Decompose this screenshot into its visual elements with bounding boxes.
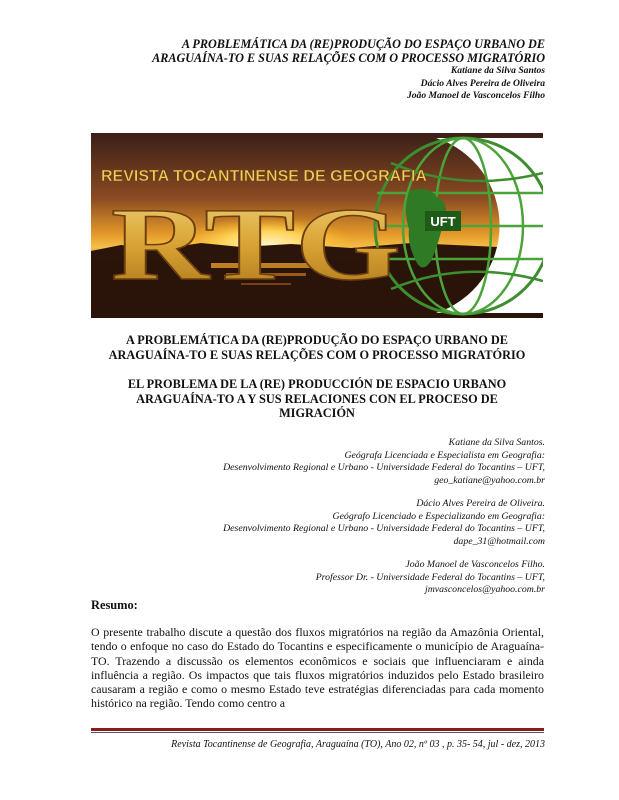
title-spanish	[90, 377, 544, 421]
running-author-3: João Manoel de Vasconcelos Filho	[406, 90, 545, 101]
running-title-line-2: ARAGUAÍNA-TO E SUAS RELAÇÕES COM O PROCESSO MIGRATÓRIO	[152, 51, 545, 65]
running-header	[152, 37, 545, 103]
title-portuguese	[90, 333, 544, 362]
title-es-line-3: MIGRACIÓN	[279, 406, 355, 420]
running-author-1: Katiane da Silva Santos	[450, 65, 545, 76]
title-es-line-1: EL PROBLEMA DE LA (RE) PRODUCCIÓN DE ESPACIO URBANO	[127, 377, 507, 391]
running-title-line-1: A PROBLEMÁTICA DA (RE)PRODUÇÃO DO ESPAÇO URBANO DE	[181, 37, 545, 51]
affiliation-line: Geógrafa Licenciada e Especialista em Geografia:	[344, 449, 545, 461]
affiliation-3	[316, 559, 545, 597]
affiliation-line: Professor Dr. - Universidade Federal do Tocantins – UFT,	[315, 571, 545, 583]
title-pt-line-1: A PROBLEMÁTICA DA (RE)PRODUÇÃO DO ESPAÇO URBANO DE	[125, 333, 509, 347]
footer-rule	[91, 728, 544, 731]
author-name: Dácio Alves Pereira de Oliveira.	[416, 498, 545, 509]
journal-banner	[91, 133, 543, 318]
footer-citation: Revista Tocantinense de Geografia, Araguaína (TO), Ano 02, nº 03 , p. 35- 54, jul - dez, 2013	[171, 739, 545, 750]
affiliation-2	[223, 498, 545, 548]
affiliation-line: Desenvolvimento Regional e Urbano - Universidade Federal do Tocantins – UFT,	[223, 462, 545, 474]
rtg-logo-text: RTG	[111, 187, 401, 302]
affiliation-line: Geógrafo Licenciado e Especializando em Geografia:	[332, 510, 545, 522]
affiliation-1	[223, 437, 545, 487]
author-name: Katiane da Silva Santos.	[448, 437, 545, 448]
abstract-text: O presente trabalho discute a questão dos fluxos migratórios na região da Amazônia Oriental, tendo o enfoque no caso do Estado do Tocantins e especificamente o município de Araguaína-TO. Trazendo a discussão os elementos econômicos e sociais que influenciaram e ainda influência a região. Os impactos que tais fluxos migratórios induzidos pelo Estado brasileiro causaram a região e como o mesmo Estado teve estratégias diferenciadas para cada momento histórico na região. Tendo como centro a	[91, 625, 544, 711]
title-es-line-2: ARAGUAÍNA-TO A Y SUS RELACIONES CON EL PROCESO DE	[136, 391, 498, 406]
title-pt-line-2: ARAGUAÍNA-TO E SUAS RELAÇÕES COM O PROCESSO MIGRATÓRIO	[108, 347, 526, 362]
author-email: geo_katiane@yahoo.com.br	[434, 474, 545, 486]
abstract-heading: Resumo:	[91, 598, 138, 612]
affiliation-line: Desenvolvimento Regional e Urbano - Universidade Federal do Tocantins – UFT,	[223, 523, 545, 535]
journal-name: REVISTA TOCANTINENSE DE GEOGRAFIA	[101, 168, 427, 185]
author-name: João Manoel de Vasconcelos Filho.	[405, 559, 545, 570]
author-email: dape_31@hotmail.com	[453, 535, 545, 547]
running-author-2: Dácio Alves Pereira de Oliveira	[420, 77, 545, 89]
uft-label: UFT	[430, 214, 456, 229]
footer-rule-thin	[91, 732, 544, 733]
author-email: jmvasconcelos@yahoo.com.br	[424, 584, 545, 596]
